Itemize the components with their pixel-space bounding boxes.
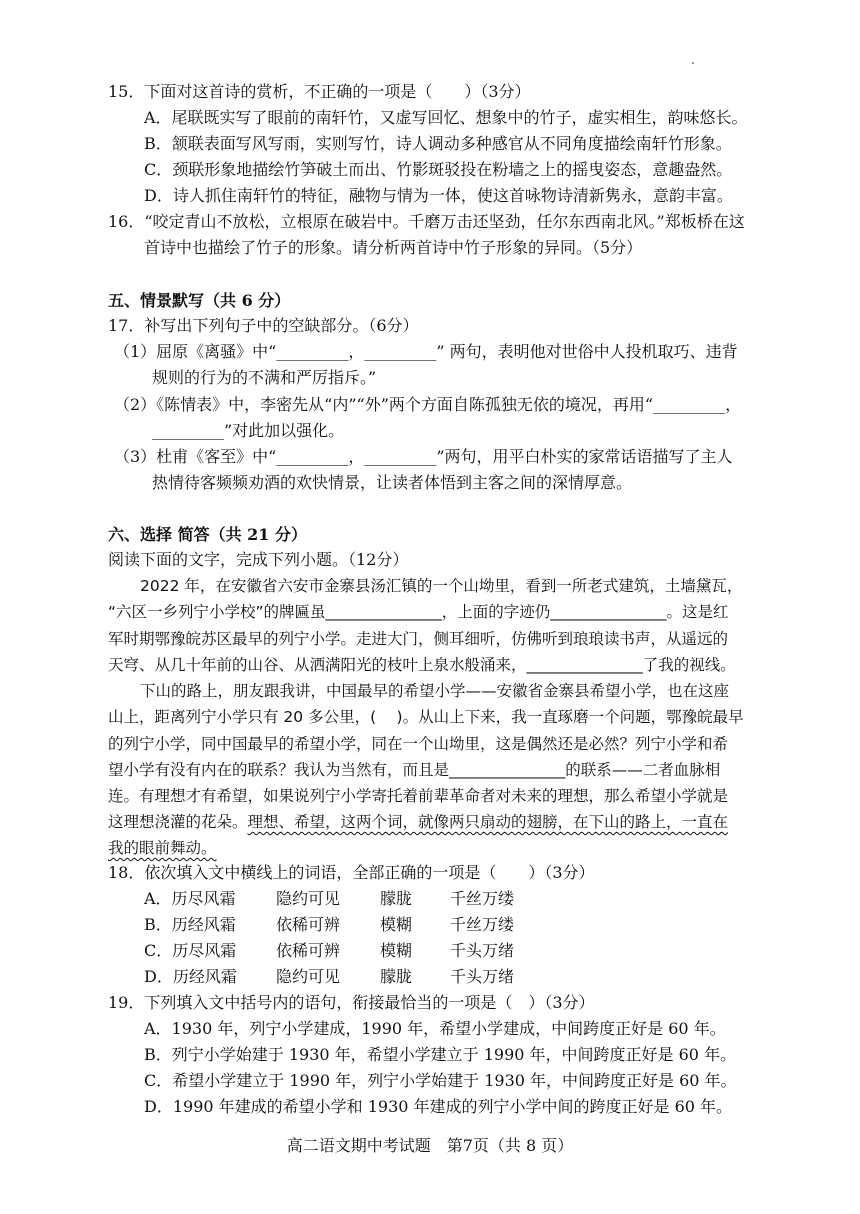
q18-stem: 18．依次填入文中横线上的词语，全部正确的一项是（ ）（3分） [108, 863, 595, 882]
q15-option-d: D．诗人抓住南轩竹的特征，融物与情为一体，使这首咏物诗清新隽永，意韵丰富。 [144, 186, 733, 205]
passage-p2-line-5: 连。有理想才有希望，如果说列宁小学寄托着前辈革命者对未来的理想，那么希望小学就是 [108, 787, 729, 805]
q18-b-word-3: 模糊 [380, 915, 413, 934]
q19-option-c: C．希望小学建立于 1990 年，列宁小学始建于 1930 年，中间跨度正好是 60 年。 [144, 1071, 737, 1090]
page-footer: 高二语文期中考试题 第7页（共 8 页） [286, 1136, 574, 1155]
passage-p2-line-4: 望小学有没有内在的联系？我认为当然有，而且是_______________的联系——二者血脉相 [108, 761, 721, 779]
q17-item-1-line-2: 规则的行为的不满和严厉指斥。” [152, 368, 377, 387]
scan-dot [692, 62, 694, 64]
q18-d-word-4: 千头万绪 [450, 967, 515, 986]
section-5-heading: 五、情景默写（共 6 分） [108, 291, 291, 310]
passage-plain-text: 这理想浇灌的花朵。 [108, 813, 248, 831]
q16-line-1: 16．“咬定青山不放松，立根原在破岩中。千磨万击还坚劲，任尔东西南北风。”郑板桥在这 [108, 212, 745, 231]
section-6-heading: 六、选择 简答（共 21 分） [108, 525, 307, 544]
passage-wavy-underlined-text: 理想、希望，这两个词，就像两只扇动的翅膀，在下山的路上，一直在 [247, 813, 729, 831]
passage-p2-line-7 [108, 837, 217, 859]
q18-a-word-4: 千丝万缕 [450, 889, 515, 908]
q17-stem: 17．补写出下列句子中的空缺部分。（6分） [108, 316, 419, 335]
q18-a-word-3: 朦胧 [380, 889, 413, 908]
q18-a-word-1: A．历尽风霜 [144, 889, 236, 908]
passage-p2-line-3: 的列宁小学，同中国最早的希望小学，同在一个山坳里，这是偶然还是必然？列宁小学和希 [108, 735, 729, 753]
q18-d-word-2: 隐约可见 [276, 967, 341, 986]
q18-d-word-3: 朦胧 [380, 967, 413, 986]
q15-option-b: B．颔联表面写风写雨，实则写竹，诗人调动多种感官从不同角度描绘南轩竹形象。 [144, 134, 732, 153]
passage-p1-line-2: “六区一乡列宁小学校”的牌匾虽_______________，上面的字迹仍_______________。这是红 [108, 603, 729, 621]
q19-option-b: B．列宁小学始建于 1930 年，希望小学建立于 1990 年，中间跨度正好是 60 年。 [144, 1045, 737, 1064]
passage-wavy-underlined-text-end: 我的眼前舞动。 [108, 839, 217, 857]
q18-c-word-4: 千头万绪 [450, 941, 515, 960]
q19-option-d: D．1990 年建成的希望小学和 1930 年建成的列宁小学中间的跨度正好是 60 年。 [144, 1097, 733, 1116]
passage-p1-line-4: 天穹、从几十年前的山谷、从洒满阳光的枝叶上泉水般涌来，_______________了我的视线。 [108, 656, 736, 674]
q17-item-3-line-2: 热情待客频频劝酒的欢快情景，让读者体悟到主客之间的深情厚意。 [152, 473, 633, 492]
passage-p2-line-6 [108, 811, 728, 833]
q18-a-word-2: 隐约可见 [276, 889, 341, 908]
q19-stem: 19．下列填入文中括号内的语句，衔接最恰当的一项是（ ）（3分） [108, 993, 595, 1012]
q17-item-3-line-1: （3）杜甫《客至》中“_________，_________”两句，用平白朴实的家常话语描写了主人 [114, 447, 733, 466]
q17-item-1-line-1: （1）屈原《离骚》中“_________，_________” 两句，表明他对世俗中人投机取巧、违背 [114, 342, 738, 361]
q17-item-2-line-2: _________”对此加以强化。 [152, 421, 345, 440]
passage-p2-line-2: 山上，距离列宁小学只有 20 多公里，( )。从山上下来，我一直琢磨一个问题，鄂豫皖最早 [108, 708, 744, 726]
q18-d-word-1: D．历经风霜 [144, 967, 237, 986]
q18-c-word-2: 依稀可辨 [276, 941, 341, 960]
q18-b-word-4: 千丝万缕 [450, 915, 515, 934]
passage-p2-line-1: 下山的路上，朋友跟我讲，中国最早的希望小学——安徽省金寨县希望小学，也在这座 [140, 682, 730, 700]
q15-stem: 15．下面对这首诗的赏析，不正确的一项是（ ）（3分） [108, 82, 531, 101]
q16-line-2: 首诗中也描绘了竹子的形象。请分析两首诗中竹子形象的异同。（5分） [144, 238, 643, 257]
passage-p1-line-3: 军时期鄂豫皖苏区最早的列宁小学。走进大门，侧耳细听，仿佛听到琅琅读书声，从遥远的 [108, 630, 729, 648]
q18-b-word-2: 依稀可辨 [276, 915, 341, 934]
reading-intro: 阅读下面的文字，完成下列小题。（12分） [108, 550, 409, 569]
q18-c-word-1: C．历尽风霜 [144, 941, 237, 960]
q17-item-2-line-1: （2）《陈情表》中，李密先从“内”“外”两个方面自陈孤独无依的境况，再用“_________， [114, 395, 742, 414]
q15-option-a: A．尾联既实写了眼前的南轩竹，又虚写回忆、想象中的竹子，虚实相生，韵味悠长。 [144, 108, 748, 127]
q15-option-c: C．颈联形象地描绘竹笋破土而出、竹影斑驳投在粉墙之上的摇曳姿态，意趣盎然。 [144, 160, 733, 179]
q19-option-a: A．1930 年，列宁小学建成，1990 年，希望小学建成，中间跨度正好是 60 年。 [144, 1019, 726, 1038]
q18-c-word-3: 模糊 [380, 941, 413, 960]
passage-p1-line-1: 2022 年，在安徽省六安市金寨县汤汇镇的一个山坳里，看到一所老式建筑，土墙黛瓦， [140, 577, 743, 595]
q18-b-word-1: B．历经风霜 [144, 915, 236, 934]
